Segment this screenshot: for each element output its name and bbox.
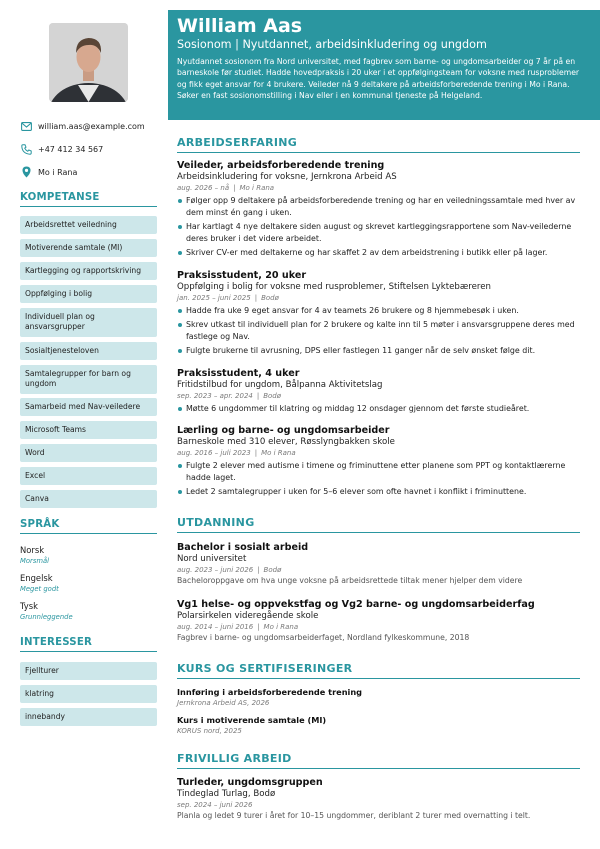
job-company: Barneskole med 310 elever, Røsslyngbakken skole [177, 437, 395, 447]
education-meta: aug. 2014 – juni 2016 | Mo i Rana [177, 623, 299, 631]
interest-chip: Fjellturer [20, 662, 157, 680]
job-company: Arbeidsinkludering for voksne, Jernkrona Arbeid AS [177, 172, 397, 182]
job-meta: aug. 2016 – juli 2023 | Mo i Rana [177, 449, 296, 457]
education-entry [177, 599, 580, 642]
job-place: Mo i Rana [261, 449, 296, 457]
bullet-item: Har kartlagt 4 nye deltakere siden august og skrevet kartleggingsrapportene som Nav-veilederne deres bruker i det videre arbeidet. [177, 221, 580, 245]
experience-entry [177, 368, 580, 417]
job-title: Veileder, arbeidsforberedende trening [177, 160, 385, 171]
phone-text: +47 412 34 567 [38, 144, 104, 154]
person-title: Sosionom | Nyutdannet, arbeidsinkludering og ungdom [177, 37, 487, 51]
interests-heading: INTERESSER [20, 637, 157, 652]
skill-chip: Individuell plan og ansvarsgrupper [20, 308, 157, 337]
language-name: Norsk [20, 545, 45, 555]
sidebar [0, 0, 168, 849]
mail-icon [20, 120, 32, 132]
bullet-item: Skriver CV-er med deltakerne og har skaffet 2 av dem arbeidstrening i butikk eller på lager. [177, 247, 580, 259]
skill-chip: Samarbeid med Nav-veiledere [20, 398, 157, 416]
interest-chip: klatring [20, 685, 157, 703]
skill-chip: Samtalegrupper for barn og ungdom [20, 365, 157, 394]
job-place: Bodø [261, 294, 279, 302]
volunteer-org: Tindeglad Turlag, Bodø [177, 789, 276, 799]
contact-email[interactable] [20, 119, 160, 133]
person-name: William Aas [177, 15, 303, 37]
bullet-item: Møtte 6 ungdommer til klatring og middag 12 onsdager gjennom det første studieåret. [177, 403, 580, 415]
bullet-item: Skrev utkast til individuell plan for 2 brukere og kalte inn til 5 møter i ansvarsgruppene deres med fastlege og Nav. [177, 319, 580, 343]
phone-icon [20, 143, 32, 155]
job-title: Praksisstudent, 20 uker [177, 270, 307, 281]
language-level: Meget godt [20, 585, 59, 593]
education-dates: aug. 2014 – juni 2016 [177, 623, 254, 631]
language-item [20, 573, 157, 593]
volunteer-title: Turleder, ungdomsgruppen [177, 777, 323, 788]
profile-summary: Nyutdannet sosionom fra Nord universitet, med fagbrev som barne- og ungdomsarbeider og 7 år på en barneskole før studiet. Hadde hovedpraksis i 20 uker i et oppfølgingsteam for voksne med rusproblemer og fikk eget ansvar for 4 brukere. Veileder nå 9 deltakere på arbeidsforberedende trening i Mo i Rana. Søker en fast sosionomstilling i Nav eller i en kommunal tjeneste på Helgeland. [177, 56, 580, 101]
skill-chip: Arbeidsrettet veiledning [20, 216, 157, 234]
bullet-item: Fulgte 2 elever med autisme i timene og friminuttene etter planene som PPT og kontaktlærerne hadde laget. [177, 460, 580, 484]
education-desc: Fagbrev i barne- og ungdomsarbeiderfaget, Nordland fylkeskommune, 2018 [177, 633, 470, 642]
school-name: Polarsirkelen videregående skole [177, 611, 319, 621]
language-item [20, 545, 157, 565]
email-text: william.aas@example.com [38, 121, 145, 131]
course-entry [177, 715, 580, 735]
bullet-item: Ledet 2 samtalegrupper i uken for 5–6 elever som ofte havnet i konflikt i friminuttene. [177, 486, 580, 498]
education-entry [177, 542, 580, 585]
job-dates: aug. 2026 – nå [177, 184, 230, 192]
job-title: Praksisstudent, 4 uker [177, 368, 300, 379]
job-place: Mo i Rana [239, 184, 275, 192]
languages-heading: SPRÅK [20, 519, 157, 534]
language-name: Tysk [20, 601, 38, 611]
job-meta: aug. 2026 – nå | Mo i Rana [177, 184, 275, 192]
education-desc: Bacheloroppgave om hva unge voksne på arbeidsrettede tiltak mener hjelper dem videre [177, 576, 523, 585]
contact-location [20, 165, 160, 179]
language-name: Engelsk [20, 573, 53, 583]
job-dates: aug. 2016 – juli 2023 [177, 449, 251, 457]
experience-heading: ARBEIDSERFARING [177, 136, 580, 153]
bullet-item: Følger opp 9 deltakere på arbeidsforberedende trening og har en veiledningssamtale med hver av dem minst én gang i uken. [177, 195, 580, 219]
volunteer-heading: FRIVILLIG ARBEID [177, 752, 580, 769]
bullet-item: Fulgte brukerne til avrusning, DPS eller fastlegen 11 ganger når de selv ønsket følge dit. [177, 345, 580, 357]
job-company: Fritidstilbud for ungdom, Bålpanna Aktivitetslag [177, 380, 383, 390]
volunteer-desc: Planla og ledet 9 turer i året for 10–15 ungdommer, deriblant 2 turer med overnatting i telt. [177, 811, 531, 820]
contact-phone[interactable] [20, 142, 160, 156]
skill-chip: Microsoft Teams [20, 421, 157, 439]
course-title: Kurs i motiverende samtale (MI) [177, 715, 327, 725]
volunteer-entry [177, 777, 580, 820]
experience-entry [177, 425, 580, 500]
skills-heading: KOMPETANSE [20, 192, 157, 207]
skill-chip: Word [20, 444, 157, 462]
language-level: Grunnleggende [20, 613, 73, 621]
job-dates: sep. 2023 – apr. 2024 [177, 392, 253, 400]
job-bullets [177, 195, 580, 259]
course-meta: Jernkrona Arbeid AS, 2026 [177, 699, 270, 707]
location-text: Mo i Rana [38, 167, 78, 177]
job-meta: jan. 2025 – juni 2025 | Bodø [177, 294, 279, 302]
experience-entry [177, 270, 580, 359]
skill-chip: Oppfølging i bolig [20, 285, 157, 303]
job-dates: jan. 2025 – juni 2025 [177, 294, 251, 302]
job-meta: sep. 2023 – apr. 2024 | Bodø [177, 392, 282, 400]
skill-chip: Canva [20, 490, 157, 508]
course-entry [177, 687, 580, 707]
job-bullets [177, 460, 580, 498]
school-name: Nord universitet [177, 554, 247, 564]
job-title: Lærling og barne- og ungdomsarbeider [177, 425, 390, 436]
location-pin-icon [20, 166, 32, 178]
skill-chip: Motiverende samtale (MI) [20, 239, 157, 257]
course-title: Innføring i arbeidsforberedende trening [177, 687, 363, 697]
education-dates: aug. 2023 – juni 2026 [177, 566, 254, 574]
experience-entry [177, 160, 580, 261]
skill-chip: Sosialtjenesteloven [20, 342, 157, 360]
job-place: Bodø [263, 392, 282, 400]
job-bullets [177, 403, 580, 415]
course-meta: KORUS nord, 2025 [177, 727, 242, 735]
education-meta: aug. 2023 – juni 2026 | Bodø [177, 566, 282, 574]
job-bullets [177, 305, 580, 357]
volunteer-dates: sep. 2024 – juni 2026 [177, 801, 253, 809]
courses-heading: KURS OG SERTIFISERINGER [177, 662, 580, 679]
education-place: Mo i Rana [263, 623, 299, 631]
language-level: Morsmål [20, 557, 50, 565]
education-place: Bodø [263, 566, 282, 574]
degree-title: Bachelor i sosialt arbeid [177, 542, 309, 553]
header-banner [168, 10, 600, 120]
education-heading: UTDANNING [177, 516, 580, 533]
language-item [20, 601, 157, 621]
interest-chip: innebandy [20, 708, 157, 726]
degree-title: Vg1 helse- og oppvekstfag og Vg2 barne- og ungdomsarbeiderfag [177, 599, 535, 610]
job-company: Oppfølging i bolig for voksne med rusproblemer, Stiftelsen Lyktebæreren [177, 282, 491, 292]
skill-chip: Kartlegging og rapportskriving [20, 262, 157, 280]
profile-photo [49, 23, 128, 102]
skill-chip: Excel [20, 467, 157, 485]
bullet-item: Hadde fra uke 9 eget ansvar for 4 av teamets 26 brukere og 8 hjemmebesøk i uken. [177, 305, 580, 317]
